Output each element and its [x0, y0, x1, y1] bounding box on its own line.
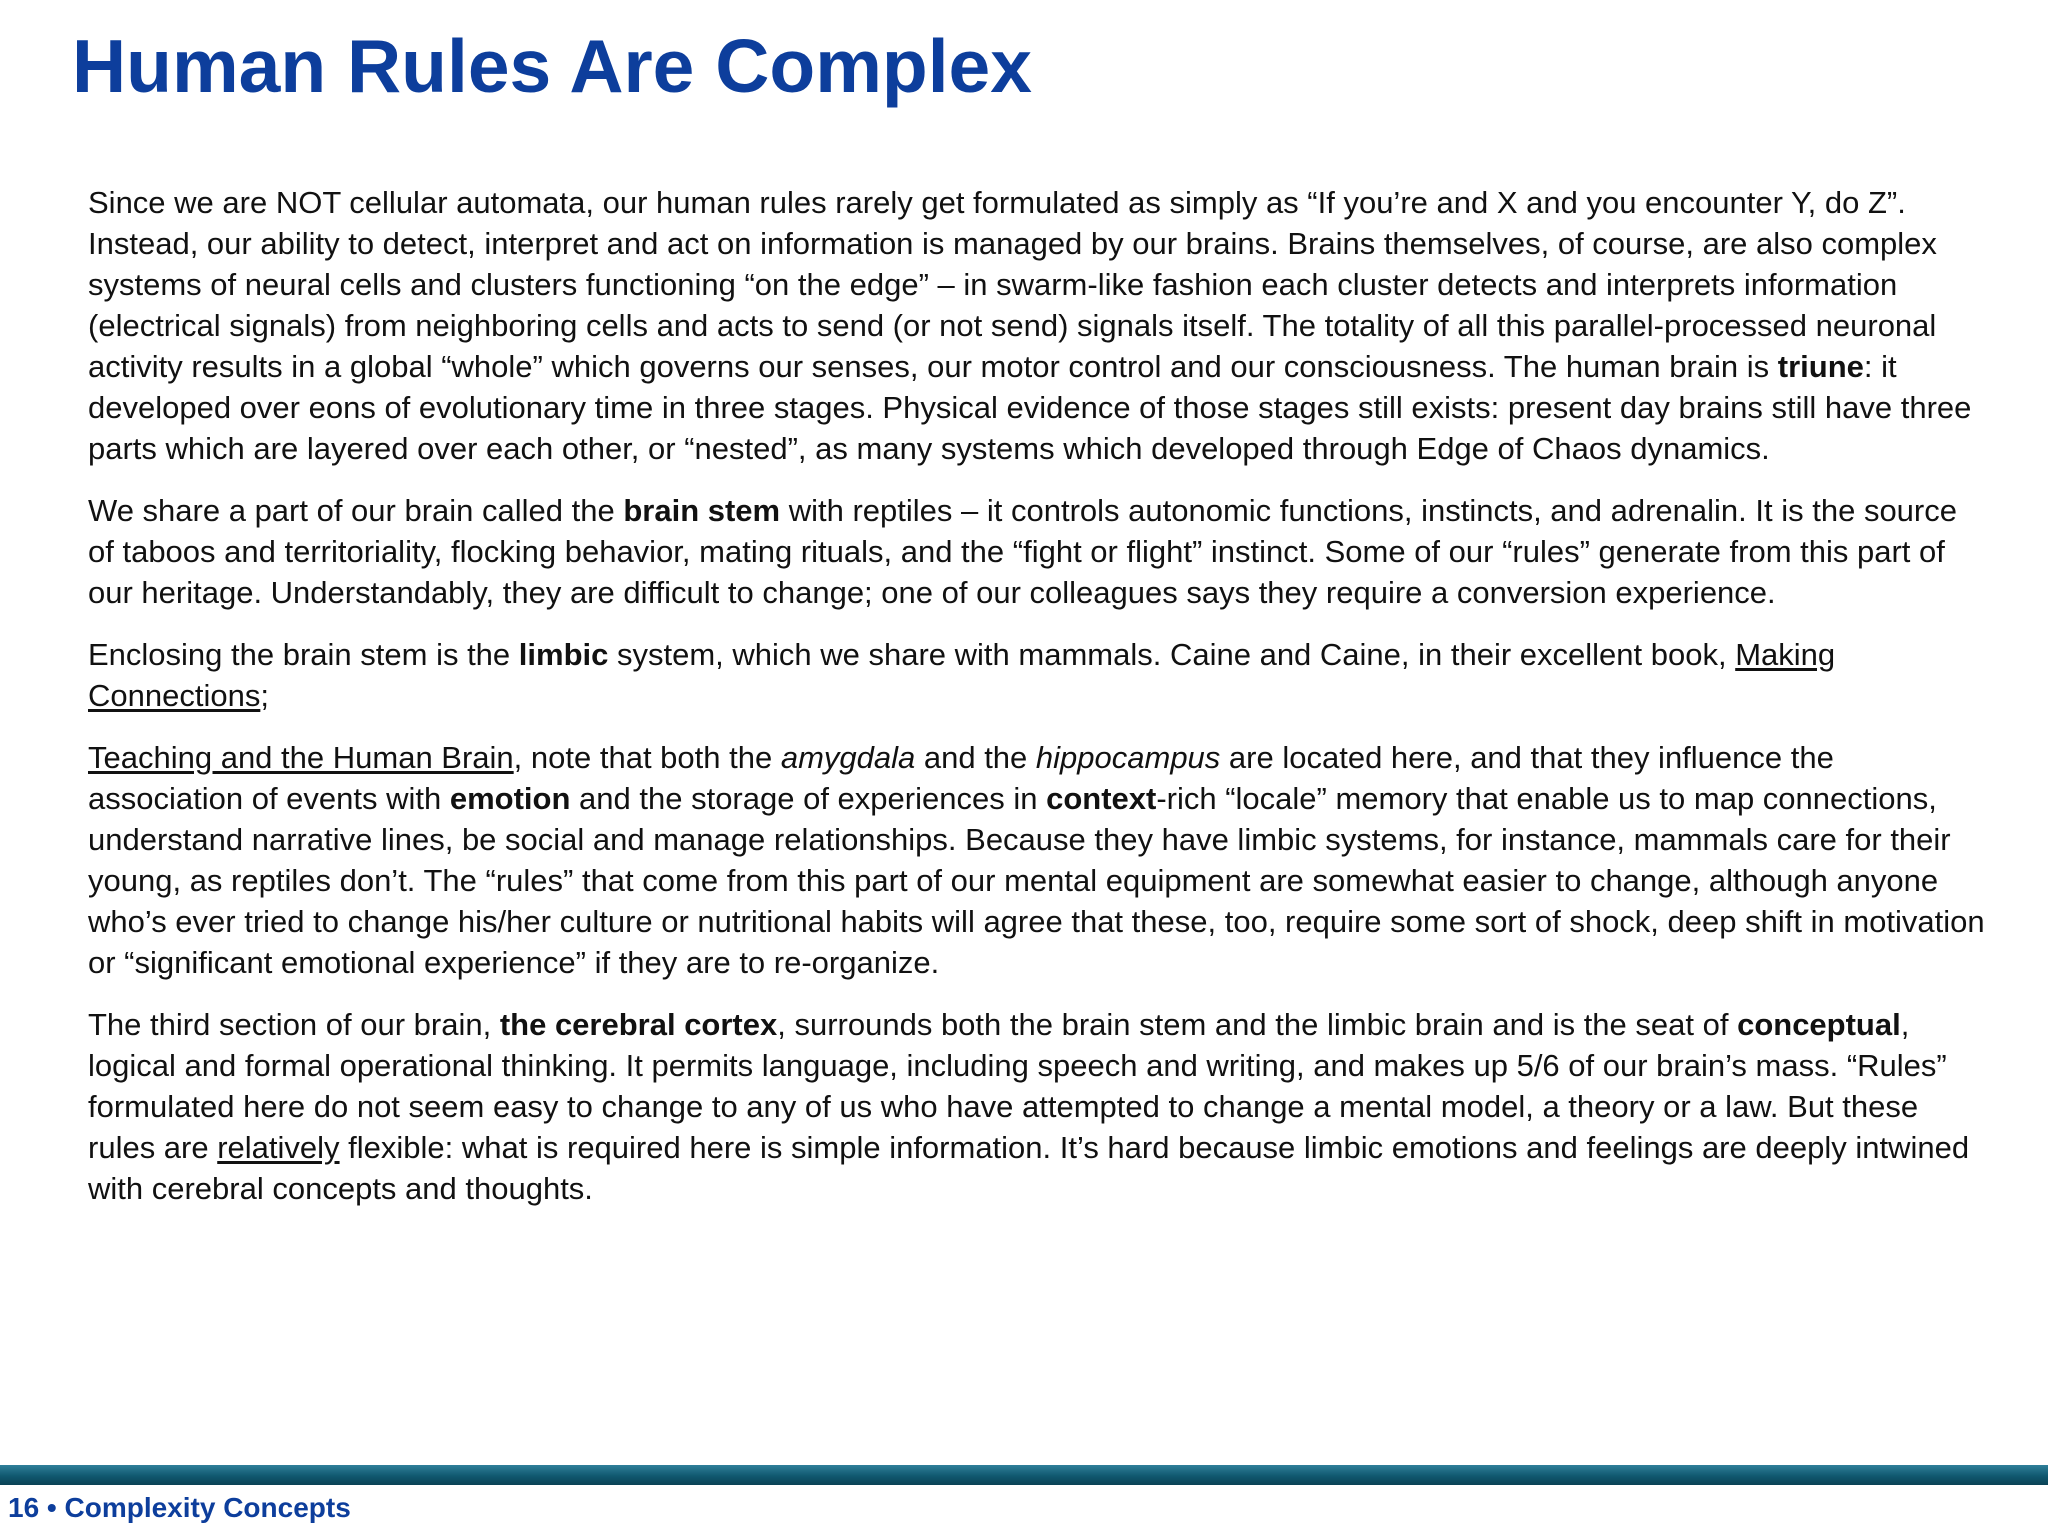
text-segment: and the: [915, 740, 1036, 775]
text-segment: flexible: what is required here is simple information. It’s hard because limbic emotions and feelings are deeply intwined with cerebral concepts and thoughts.: [88, 1130, 1970, 1206]
text-segment: : it developed over eons of evolutionary time in three stages. Physical evidence of those stages still exists: present day brains still have three parts which are layered over each other, or “nested”, as many systems which developed through Edge of Chaos dynamics.: [88, 349, 1972, 466]
text-bold: triune: [1777, 349, 1864, 384]
text-italic: hippocampus: [1035, 740, 1221, 775]
body-paragraph: [88, 490, 1988, 613]
text-segment: , logical and formal operational thinking. It permits language, including speech and writing, and makes up 5/6 of our brain’s mass. “Rules” formulated here do not seem easy to change to any of us who have attempted to change a mental model, a theory or a law. But these rules are: [88, 1007, 1947, 1165]
text-segment: system, which we share with mammals. Caine and Caine, in their excellent book,: [608, 637, 1736, 672]
body-paragraph: [88, 1004, 1988, 1209]
text-underline: Making Connections: [88, 637, 1836, 713]
text-bold: context: [1046, 781, 1157, 816]
text-segment: and the storage of experiences in: [570, 781, 1047, 816]
text-segment: -rich “locale” memory that enable us to map connections, understand narrative lines, be social and manage relationships. Because they have limbic systems, for instance, mammals care for their young, as reptiles don’t. The “rules” that come from this part of our mental equipment are somewhat easier to change, although anyone who’s ever tried to change his/her culture or nutritional habits will agree that these, too, require some sort of shock, deep shift in motivation or “significant emotional experience” if they are to re-organize.: [88, 781, 1985, 980]
body-paragraph: [88, 182, 1988, 469]
text-segment: Enclosing the brain stem is the: [88, 637, 519, 672]
text-segment: are located here, and that they influence the association of events with: [88, 740, 1834, 816]
text-bold: emotion: [449, 781, 571, 816]
text-segment: The third section of our brain,: [88, 1007, 500, 1042]
text-underline: relatively: [217, 1130, 340, 1165]
footer-label: 16 • Complexity Concepts: [8, 1492, 351, 1523]
slide-body: [88, 182, 1988, 1230]
text-underline: Teaching and the Human Brain: [88, 740, 514, 775]
text-bold: the cerebral cortex: [499, 1007, 778, 1042]
text-segment: , note that both the: [513, 740, 781, 775]
footer-bar: [0, 1465, 2048, 1485]
text-segment: , surrounds both the brain stem and the limbic brain and is the seat of: [777, 1007, 1738, 1042]
text-bold: brain stem: [623, 493, 781, 528]
text-bold: conceptual: [1737, 1007, 1901, 1042]
text-segment: Since we are NOT cellular automata, our human rules rarely get formulated as simply as “If you’re and X and you encounter Y, do Z”. Instead, our ability to detect, interpret and act on information is managed by our brains. Brains themselves, of course, are also complex systems of neural cells and clusters functioning “on the edge” – in swarm-like fashion each cluster detects and interprets information (electrical signals) from neighboring cells and acts to send (or not send) signals itself. The totality of all this parallel-processed neuronal activity results in a global “whole” which governs our senses, our motor control and our consciousness. The human brain is: [88, 185, 1937, 384]
slide-title: Human Rules Are Complex: [72, 24, 1032, 108]
text-segment: We share a part of our brain called the: [88, 493, 624, 528]
body-paragraph: [88, 737, 1988, 983]
text-segment: with reptiles – it controls autonomic functions, instincts, and adrenalin. It is the source of taboos and territoriality, flocking behavior, mating rituals, and the “fight or flight” instinct. Some of our “rules” generate from this part of our heritage. Understandably, they are difficult to change; one of our colleagues says they require a conversion experience.: [88, 493, 1957, 610]
text-bold: limbic: [518, 637, 609, 672]
text-segment: ;: [260, 678, 269, 713]
body-paragraph: [88, 634, 1988, 716]
text-italic: amygdala: [780, 740, 916, 775]
